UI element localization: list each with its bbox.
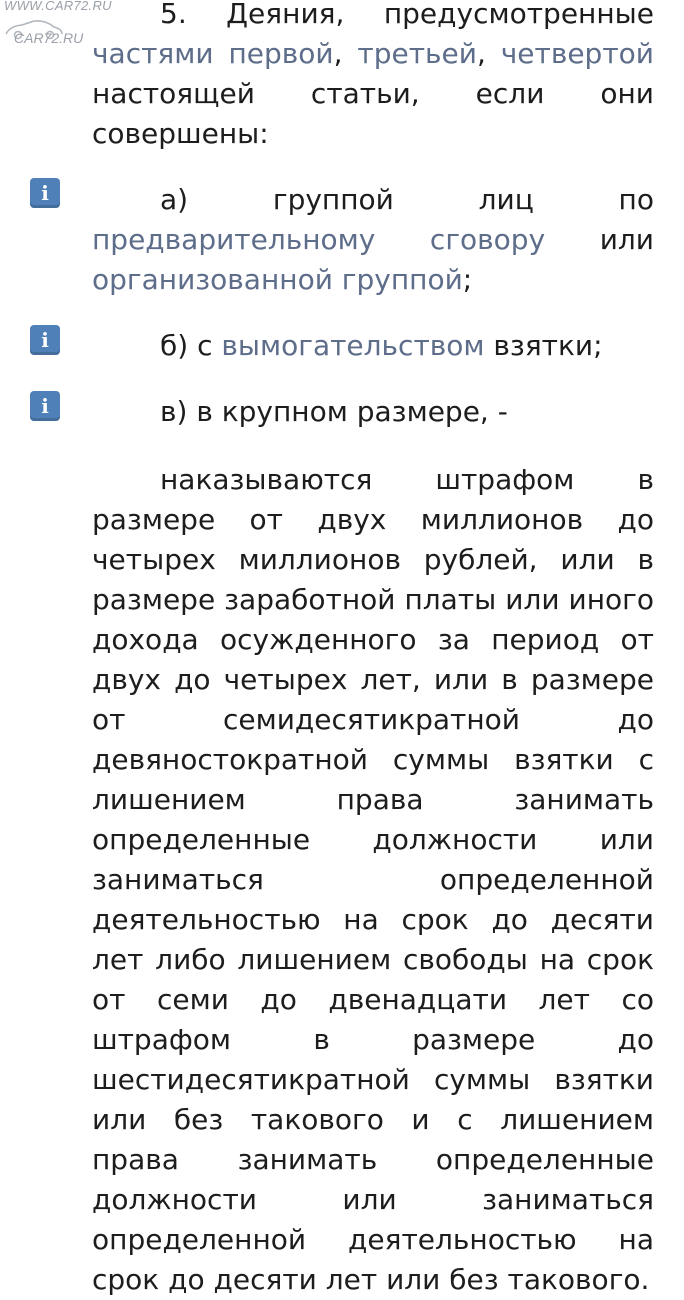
info-icon[interactable]: i xyxy=(30,178,60,208)
link-part-three[interactable]: третьей xyxy=(357,37,477,70)
info-icon[interactable]: i xyxy=(30,325,60,355)
link-part-four[interactable]: четвертой xyxy=(500,37,654,70)
link-organized-group[interactable]: организованной группой xyxy=(92,263,463,296)
item-a: а) группой лиц по предварительному сговору или организованной группой; xyxy=(92,183,654,296)
link-part-one[interactable]: частями первой xyxy=(92,37,334,70)
clause-5: 5. Деяния, предусмотренные частями первой, третьей, четвертой настоящей статьи, если они совершены: xyxy=(92,0,654,150)
penalty-paragraph: наказываются штрафом в размере от двух миллионов до четырех миллионов рублей, или в размере заработной платы или иного дохода осужденного за период от двух до четырех лет, или в размере от семидесятикратной до девяностократной суммы взятки с лишением права занимать определенные должности или заниматься определенной деятельностью на срок до десяти лет либо лишением свободы на срок от семи до двенадцати лет со штрафом в размере до шестидесятикратной суммы взятки или без такового и с лишением права занимать определенные должности или заниматься определенной деятельностью на срок до десяти лет или без такового. xyxy=(92,463,654,1296)
link-prior-conspiracy[interactable]: предварительному сговору xyxy=(92,223,546,256)
item-b: б) с вымогательством взятки; xyxy=(160,329,603,362)
info-icon[interactable]: i xyxy=(30,391,60,421)
item-c: в) в крупном размере, - xyxy=(160,395,508,428)
watermark-text: WWW.CAR72.RU xyxy=(4,0,112,13)
link-extortion[interactable]: вымогательством xyxy=(221,329,485,362)
watermark-text-secondary: CAR72.RU xyxy=(14,30,84,46)
